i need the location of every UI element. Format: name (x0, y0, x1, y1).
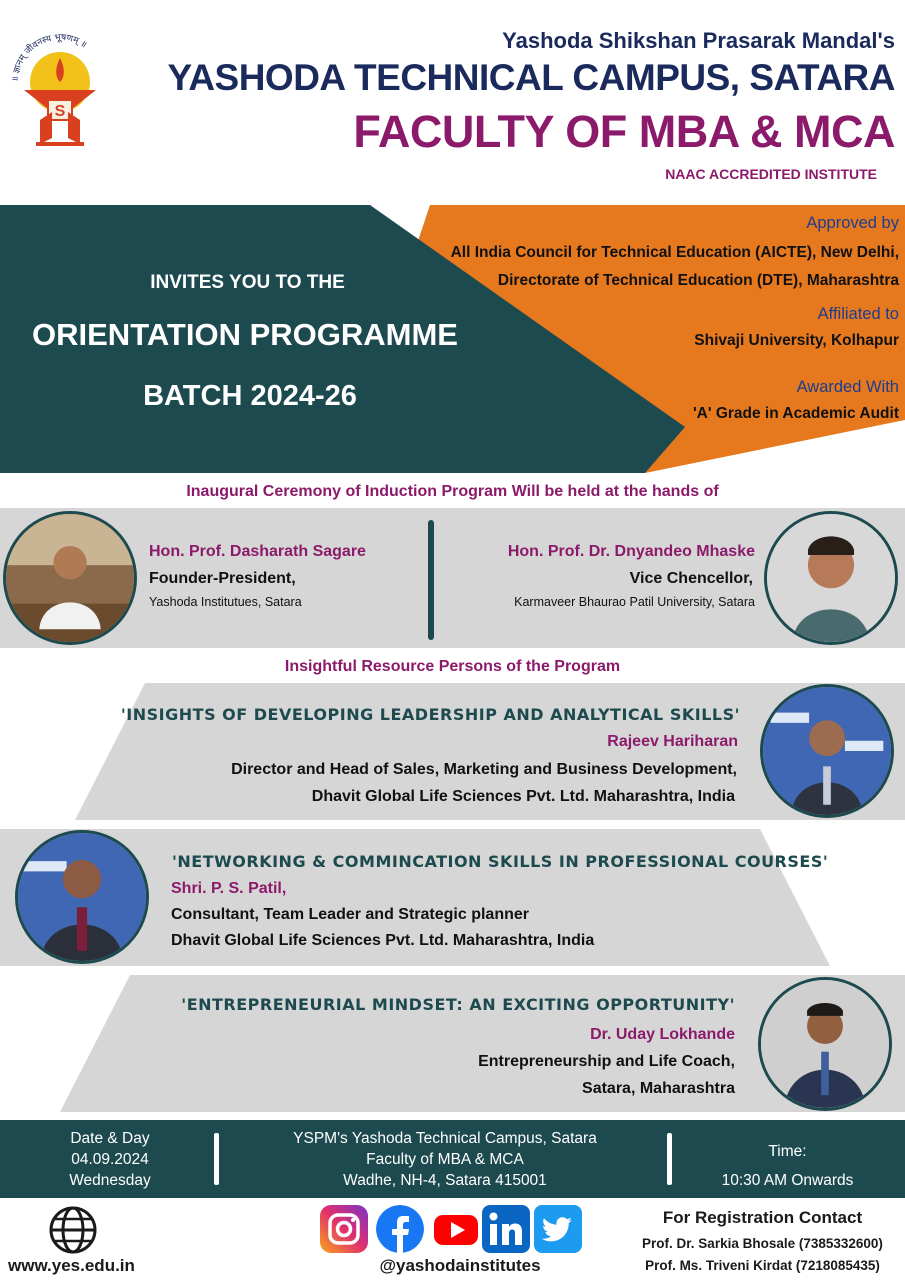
approved-line-dte: Directorate of Technical Education (DTE), Maharashtra (497, 272, 899, 289)
guest2-photo (764, 511, 898, 645)
event-date: 04.09.2024 (71, 1151, 149, 1168)
guest2-name: Hon. Prof. Dr. Dnyandeo Mhaske (507, 543, 755, 560)
time-label: Time: (768, 1143, 807, 1160)
instagram-icon[interactable] (320, 1205, 368, 1253)
guest1-photo (3, 511, 137, 645)
institute-logo (10, 20, 110, 150)
invite-line: INVITES YOU TO THE (150, 272, 345, 293)
speaker1-photo (760, 684, 894, 818)
venue-line1: YSPM's Yashoda Technical Campus, Satara (293, 1130, 597, 1147)
guest1-org: Yashoda Institutues, Satara (149, 595, 302, 609)
speaker2-designation: Consultant, Team Leader and Strategic planner (171, 906, 529, 923)
info-divider-right (667, 1133, 672, 1185)
event-date-block (30, 1128, 190, 1191)
programme-title: ORIENTATION PROGRAMME (32, 317, 458, 352)
speaker3-photo (758, 977, 892, 1111)
logo-motto: ॥ ज्ञानम् जीवनस्य भूषणम् ॥ (10, 32, 89, 83)
speaker1-topic: 'INSIGHTS OF DEVELOPING LEADERSHIP AND ANALYTICAL SKILLS' (120, 705, 740, 724)
event-venue-block (245, 1128, 645, 1191)
globe-icon (48, 1205, 98, 1255)
speaker1-org: Dhavit Global Life Sciences Pvt. Ltd. Maharashtra, India (311, 788, 735, 805)
approved-line-aicte: All India Council for Technical Education (AICTE), New Delhi, (450, 244, 899, 261)
speaker3-location: Satara, Maharashtra (582, 1080, 735, 1097)
guest2-org: Karmaveer Bhaurao Patil University, Satara (514, 595, 755, 609)
approved-heading: Approved by (806, 214, 899, 232)
linkedin-icon[interactable] (482, 1205, 530, 1253)
event-time: 10:30 AM Onwards (721, 1172, 854, 1189)
speaker3-name: Dr. Uday Lokhande (590, 1026, 735, 1043)
affiliated-line: Shivaji University, Kolhapur (694, 332, 899, 349)
batch-label: BATCH 2024-26 (143, 380, 357, 412)
website-link[interactable]: www.yes.edu.in (8, 1256, 135, 1275)
speaker3-designation: Entrepreneurship and Life Coach, (478, 1053, 735, 1070)
venue-line2: Faculty of MBA & MCA (366, 1151, 524, 1168)
speaker2-name: Shri. P. S. Patil, (171, 880, 287, 897)
venue-line3: Wadhe, NH-4, Satara 415001 (343, 1172, 547, 1189)
guest2-role: Vice Chencellor, (629, 570, 753, 587)
logo-letter: S (54, 103, 66, 120)
speaker1-name: Rajeev Hariharan (607, 733, 738, 750)
guest1-role: Founder-President, (149, 570, 296, 587)
awarded-heading: Awarded With (796, 378, 899, 396)
registration-contact-2: Prof. Ms. Triveni Kirdat (7218085435) (645, 1258, 880, 1273)
guest1-name: Hon. Prof. Dasharath Sagare (149, 543, 366, 560)
campus-name: YASHODA TECHNICAL CAMPUS, SATARA (167, 57, 895, 98)
facebook-icon[interactable] (376, 1205, 424, 1253)
event-time-block (690, 1137, 885, 1195)
info-divider-left (214, 1133, 219, 1185)
social-handle[interactable]: @yashodainstitutes (379, 1256, 541, 1275)
registration-title: For Registration Contact (662, 1208, 863, 1227)
accreditation-badge: NAAC ACCREDITED INSTITUTE (665, 166, 877, 182)
speaker3-topic: 'ENTREPRENEURIAL MINDSET: AN EXCITING OPPORTUNITY' (181, 995, 735, 1014)
event-day: Wednesday (69, 1172, 151, 1189)
speaker2-topic: 'NETWORKING & COMMINCATION SKILLS IN PROFESSIONAL COURSES' (172, 852, 829, 871)
guest-divider (428, 520, 434, 640)
faculty-name: FACULTY OF MBA & MCA (353, 106, 895, 157)
date-label: Date & Day (70, 1130, 150, 1147)
youtube-icon[interactable] (432, 1205, 480, 1253)
twitter-icon[interactable] (534, 1205, 582, 1253)
affiliated-heading: Affiliated to (817, 305, 899, 323)
speaker2-photo (15, 830, 149, 964)
awarded-line: 'A' Grade in Academic Audit (692, 405, 899, 422)
speaker2-org: Dhavit Global Life Sciences Pvt. Ltd. Maharashtra, India (171, 932, 595, 949)
registration-contact-1: Prof. Dr. Sarkia Bhosale (7385332600) (642, 1236, 883, 1251)
inaugural-heading: Inaugural Ceremony of Induction Program Will be held at the hands of (186, 483, 719, 500)
speaker1-designation: Director and Head of Sales, Marketing and Business Development, (231, 761, 737, 778)
org-name: Yashoda Shikshan Prasarak Mandal's (502, 28, 895, 53)
resource-heading: Insightful Resource Persons of the Program (284, 658, 621, 675)
